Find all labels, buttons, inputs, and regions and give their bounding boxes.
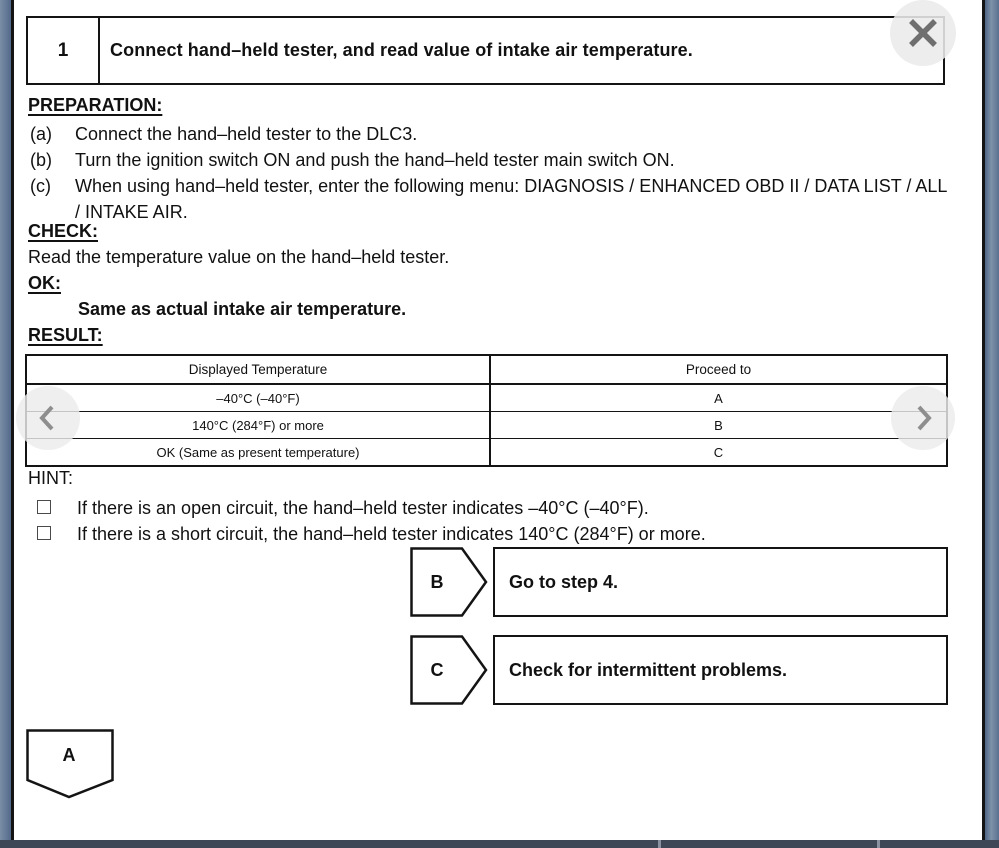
table-row bbox=[26, 439, 947, 467]
table-row bbox=[26, 384, 947, 412]
check-heading: CHECK: bbox=[28, 221, 98, 241]
column-header: Proceed to bbox=[490, 355, 947, 384]
ok-text: Same as actual intake air temperature. bbox=[78, 299, 407, 319]
chevron-left-icon bbox=[36, 403, 60, 433]
check-text: Read the temperature value on the hand–held tester. bbox=[28, 247, 450, 267]
connector-a-pentagon bbox=[26, 729, 114, 799]
item-label: (b) bbox=[30, 150, 52, 170]
connector-label: C bbox=[430, 660, 444, 680]
column-header: Displayed Temperature bbox=[26, 355, 490, 384]
connector-c-pentagon bbox=[410, 635, 488, 705]
close-button[interactable] bbox=[890, 0, 956, 66]
cell-displayed-temperature: 140°C (284°F) or more bbox=[26, 412, 490, 439]
step-header-box bbox=[26, 16, 945, 85]
cell-proceed-to: B bbox=[490, 412, 947, 439]
connector-b-pentagon bbox=[410, 547, 488, 617]
connector-label: B bbox=[430, 572, 444, 592]
viewer-frame-left bbox=[0, 0, 11, 840]
bottom-bar-divider bbox=[658, 840, 661, 848]
document-page bbox=[11, 0, 985, 840]
item-text: Turn the ignition switch ON and push the hand–held tester main switch ON. bbox=[75, 150, 675, 170]
flow-result-b bbox=[410, 547, 948, 617]
item-text: When using hand–held tester, enter the following menu: DIAGNOSIS / ENHANCED OBD II / DATA LIST / ALL / INTAKE AIR. bbox=[75, 176, 947, 222]
table-row bbox=[26, 412, 947, 439]
flow-action-box: Go to step 4. bbox=[493, 547, 948, 617]
item-label: (c) bbox=[30, 176, 51, 196]
hint-item bbox=[28, 495, 964, 521]
bottom-bar-divider bbox=[877, 840, 880, 848]
cell-displayed-temperature: –40°C (–40°F) bbox=[26, 384, 490, 412]
viewer-frame-right bbox=[985, 0, 999, 840]
list-item bbox=[28, 147, 964, 173]
hint-text: If there is an open circuit, the hand–held tester indicates –40°C (–40°F). bbox=[77, 498, 649, 518]
cell-proceed-to: C bbox=[490, 439, 947, 467]
hint-item bbox=[28, 521, 964, 547]
step-number: 1 bbox=[28, 18, 100, 83]
list-item bbox=[28, 173, 964, 225]
cell-displayed-temperature: OK (Same as present temperature) bbox=[26, 439, 490, 467]
connector-label: A bbox=[62, 745, 76, 765]
hint-list bbox=[28, 495, 964, 547]
next-page-button[interactable] bbox=[891, 386, 955, 450]
ok-heading: OK: bbox=[28, 273, 61, 293]
cell-proceed-to: A bbox=[490, 384, 947, 412]
result-heading: RESULT: bbox=[28, 325, 103, 345]
hint-text: If there is a short circuit, the hand–held tester indicates 140°C (284°F) or more. bbox=[77, 524, 706, 544]
previous-page-button[interactable] bbox=[16, 386, 80, 450]
flow-action-box: Check for intermittent problems. bbox=[493, 635, 948, 705]
viewer-bottom-bar bbox=[0, 840, 999, 848]
close-icon bbox=[906, 16, 940, 50]
list-item bbox=[28, 121, 964, 147]
square-bullet-icon bbox=[37, 500, 51, 514]
square-bullet-icon bbox=[37, 526, 51, 540]
flow-result-c bbox=[410, 635, 948, 705]
preparation-heading: PREPARATION: bbox=[28, 95, 163, 115]
step-title: Connect hand–held tester, and read value of intake air temperature. bbox=[110, 40, 693, 60]
chevron-right-icon bbox=[911, 403, 935, 433]
hint-heading: HINT: bbox=[28, 468, 73, 488]
item-label: (a) bbox=[30, 124, 52, 144]
preparation-list bbox=[28, 121, 964, 225]
table-header-row bbox=[26, 355, 947, 384]
item-text: Connect the hand–held tester to the DLC3. bbox=[75, 124, 418, 144]
result-table bbox=[25, 354, 948, 467]
